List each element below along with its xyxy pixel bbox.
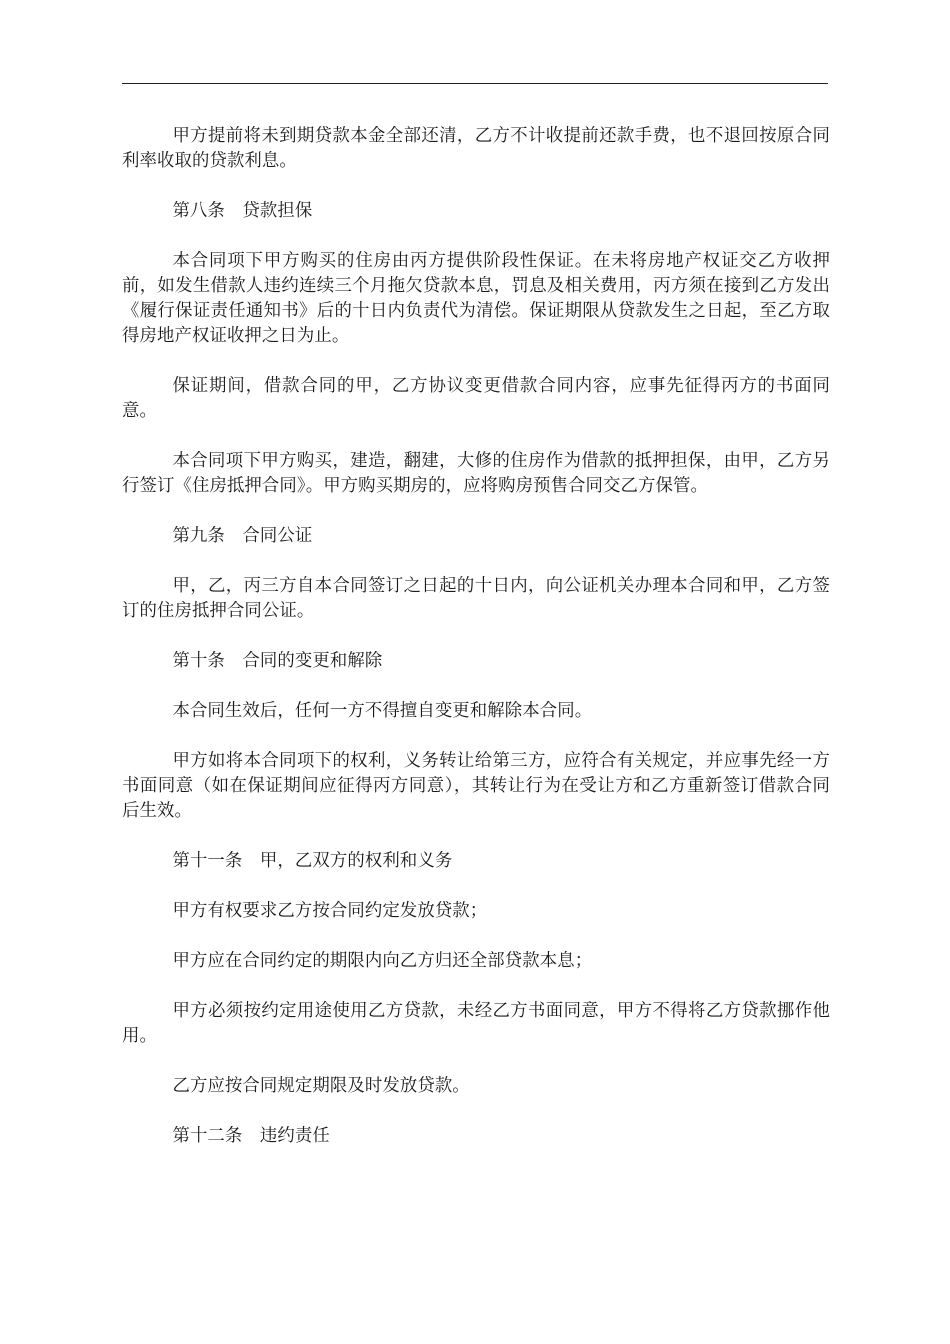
heading-article-12: 第十二条 违约责任	[172, 1126, 330, 1146]
heading-article-9: 第九条 合同公证	[172, 526, 313, 546]
paragraph-prepayment: 甲方提前将未到期贷款本金全部还清，乙方不计收提前还款手费，也不退回按原合同利率收取的贷款利息。	[122, 126, 830, 171]
heading-article-11: 第十一条 甲，乙双方的权利和义务	[172, 851, 453, 871]
header-rule	[122, 83, 828, 84]
paragraph-lender-duty: 乙方应按合同规定期限及时发放贷款。	[172, 1076, 470, 1096]
paragraph-mortgage: 本合同项下甲方购买，建造，翻建，大修的住房作为借款的抵押担保，由甲，乙方另行签订《住房抵押合同》。甲方购买期房的，应将购房预售合同交乙方保管。	[122, 451, 830, 496]
paragraph-repay: 甲方应在合同约定的期限内向乙方归还全部贷款本息；	[172, 951, 593, 971]
document-body	[122, 124, 830, 1174]
paragraph-guarantee-period: 保证期间，借款合同的甲，乙方协议变更借款合同内容，应事先征得丙方的书面同意。	[122, 376, 830, 421]
heading-article-8: 第八条 贷款担保	[172, 201, 313, 221]
paragraph-notarization: 甲，乙，丙三方自本合同签订之日起的十日内，向公证机关办理本合同和甲，乙方签订的住房抵押合同公证。	[122, 576, 830, 621]
paragraph-no-modification: 本合同生效后，任何一方不得擅自变更和解除本合同。	[172, 701, 593, 721]
heading-article-10: 第十条 合同的变更和解除	[172, 651, 383, 671]
paragraph-guarantee: 本合同项下甲方购买的住房由丙方提供阶段性保证。在未将房地产权证交乙方收押前，如发生借款人违约连续三个月拖欠贷款本息，罚息及相关费用，丙方须在接到乙方发出《履行保证责任通知书》后的十日内负责代为清偿。保证期限从贷款发生之日起，至乙方取得房地产权证收押之日为止。	[122, 251, 830, 346]
paragraph-use-of-loan: 甲方必须按约定用途使用乙方贷款，未经乙方书面同意，甲方不得将乙方贷款挪作他用。	[122, 1001, 830, 1046]
paragraph-transfer: 甲方如将本合同项下的权利，义务转让给第三方，应符合有关规定，并应事先经一方书面同意（如在保证期间应征得丙方同意），其转让行为在受让方和乙方重新签订借款合同后生效。	[122, 751, 830, 821]
paragraph-right-loan: 甲方有权要求乙方按合同约定发放贷款；	[172, 901, 488, 921]
